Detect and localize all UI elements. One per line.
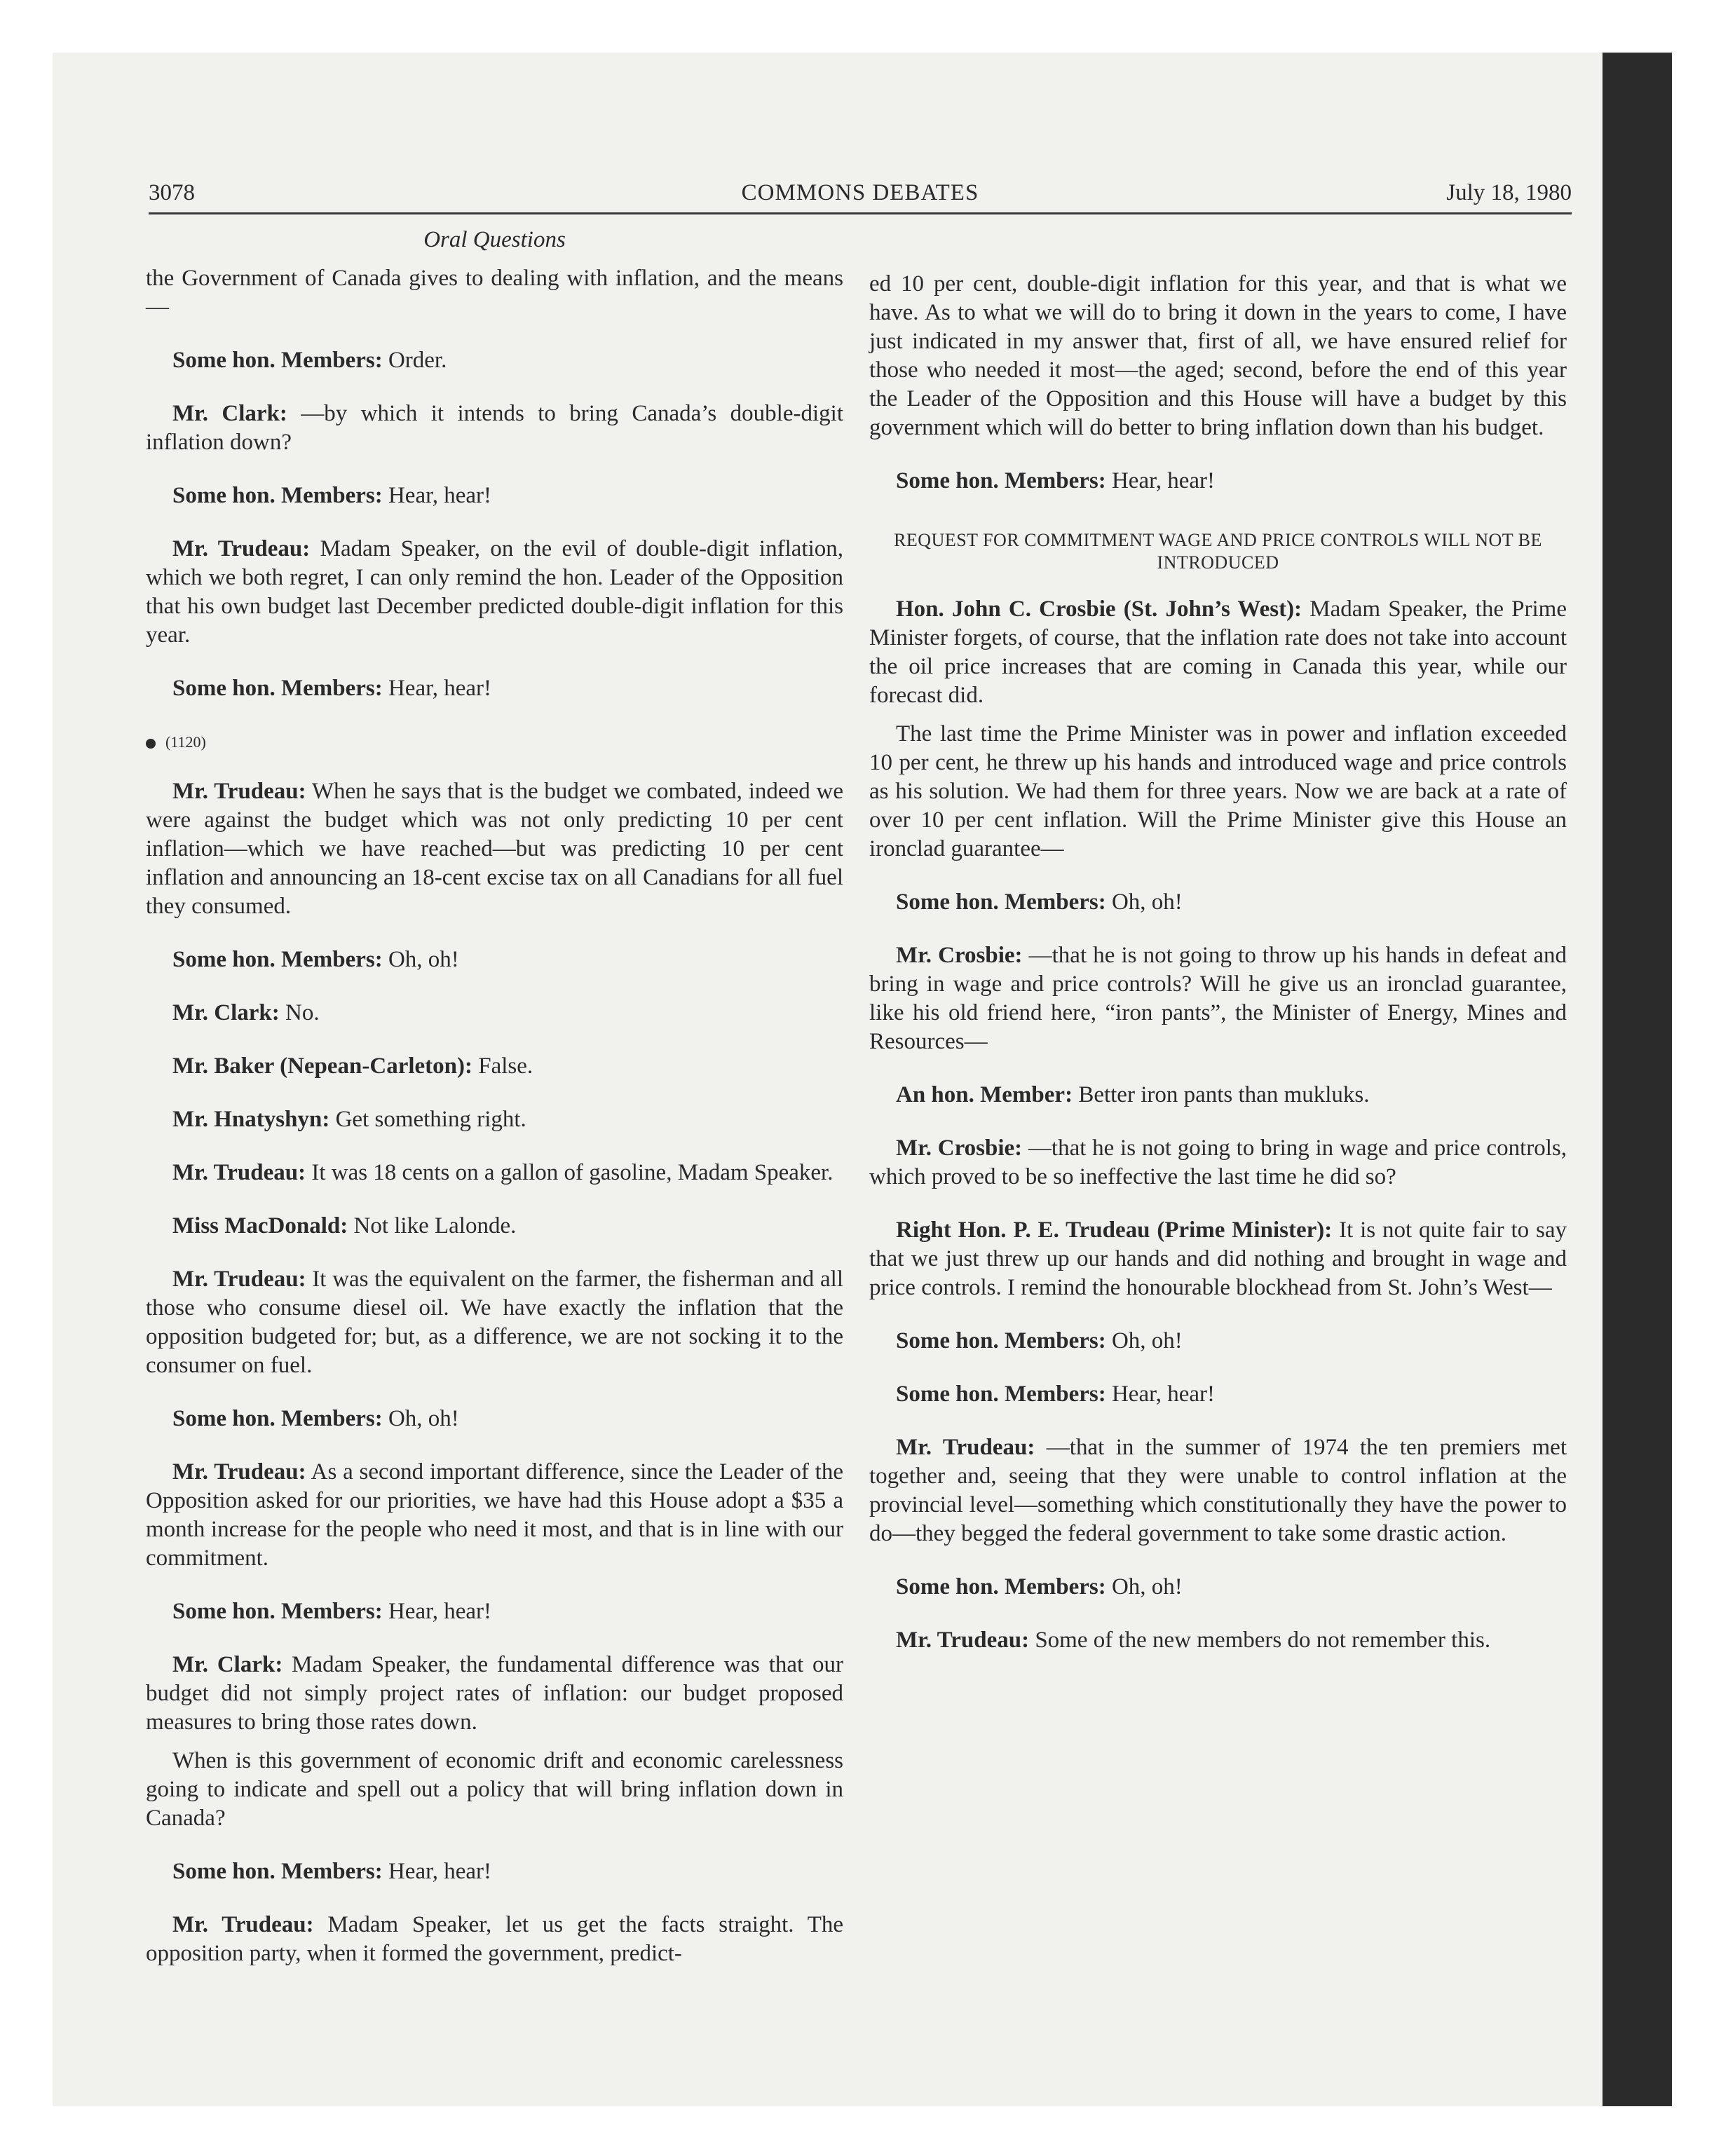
speaker: Some hon. Members: xyxy=(896,1381,1106,1407)
speech: Mr. Trudeau: When he says that is the budget we combated, indeed we were against the budget which was not only predicting 10 per cent inflation—which we have reached—but was predicting 10 per cent inflation and announcing an 18-cent excise tax on all Canadians for all fuel they consumed. xyxy=(146,779,844,919)
speaker: Mr. Trudeau: xyxy=(896,1435,1035,1460)
speech: Some hon. Members: Oh, oh! xyxy=(896,1574,1183,1599)
bullet-icon xyxy=(146,739,156,749)
scan-spine-shadow xyxy=(1603,53,1672,2106)
speech: Some hon. Members: Hear, hear! xyxy=(896,468,1216,493)
right-column xyxy=(869,270,1567,1679)
speaker: Some hon. Members: xyxy=(896,468,1106,493)
speech: Mr. Trudeau: Madam Speaker, let us get the facts straight. The opposition party, when it formed the government, predict- xyxy=(146,1912,843,1966)
speaker: Some hon. Members: xyxy=(172,1599,383,1624)
speaker: Mr. Trudeau: xyxy=(172,1267,306,1292)
speaker: Mr. Trudeau: xyxy=(172,1912,314,1937)
speech: Some hon. Members: Oh, oh! xyxy=(172,1406,459,1431)
speaker: Some hon. Members: xyxy=(172,483,383,508)
speaker: Mr. Baker (Nepean-Carleton): xyxy=(172,1053,473,1079)
time-marker: (1120) xyxy=(146,728,843,756)
speaker: Some hon. Members: xyxy=(896,889,1106,915)
speaker: Miss MacDonald: xyxy=(172,1213,348,1239)
speaker: Some hon. Members: xyxy=(896,1328,1106,1353)
speech: Some hon. Members: Hear, hear! xyxy=(172,1859,492,1884)
speaker: Some hon. Members: xyxy=(172,1859,383,1884)
speaker: Some hon. Members: xyxy=(172,947,383,972)
speech: Right Hon. P. E. Trudeau (Prime Minister): It is not quite fair to say that we just threw up our hands and did nothing and brought in wage and price controls. I remind the honourable blockhead from St. John’s West— xyxy=(869,1217,1567,1300)
speaker: Mr. Trudeau: xyxy=(172,779,306,804)
speaker: Mr. Trudeau: xyxy=(172,1459,306,1485)
publication-title: COMMONS DEBATES xyxy=(741,180,979,205)
speaker: Hon. John C. Crosbie (St. John’s West): xyxy=(896,596,1302,622)
speech: Mr. Clark: No. xyxy=(172,1000,320,1025)
left-column xyxy=(146,226,843,1993)
paragraph: the Government of Canada gives to dealing with inflation, and the means— xyxy=(146,266,843,320)
speaker: Some hon. Members: xyxy=(172,676,383,701)
speech: Mr. Crosbie: —that he is not going to bring in wage and price controls, which proved to be so ineffective the last time he did so? xyxy=(869,1135,1567,1189)
subheading: REQUEST FOR COMMITMENT WAGE AND PRICE CONTROLS WILL NOT BE INTRODUCED xyxy=(894,530,1542,573)
speaker: Mr. Crosbie: xyxy=(896,943,1023,968)
paragraph: The last time the Prime Minister was in power and inflation exceeded 10 per cent, he threw up his hands and introduced wage and price controls as his solution. We had them for three years. Now we are back at a rate of over 10 per cent inflation. Will the Prime Minister give this House an ironclad guarantee— xyxy=(869,721,1567,861)
speaker: Mr. Trudeau: xyxy=(172,536,311,561)
speech: Some hon. Members: Hear, hear! xyxy=(172,676,492,701)
speech: Mr. Trudeau: It was 18 cents on a gallon of gasoline, Madam Speaker. xyxy=(172,1160,834,1185)
speaker: Mr. Trudeau: xyxy=(896,1628,1030,1653)
publication-date: July 18, 1980 xyxy=(1446,180,1572,205)
speaker: Mr. Clark: xyxy=(172,401,287,426)
speech: Miss MacDonald: Not like Lalonde. xyxy=(172,1213,517,1239)
speaker: An hon. Member: xyxy=(896,1082,1073,1107)
paragraph: ed 10 per cent, double-digit inflation for this year, and that is what we have. As to what we will do to bring it down in the years to come, I have just indicated in my answer that, first of all, we have ensured relief for those who needed it most—the aged; second, before the end of this year the Leader of the Opposition and this House will have a budget by this government which will do better to bring inflation down than his budget. xyxy=(869,271,1567,440)
speaker: Right Hon. P. E. Trudeau (Prime Minister): xyxy=(896,1217,1333,1243)
speech: Hon. John C. Crosbie (St. John’s West): Madam Speaker, the Prime Minister forgets, of course, that the inflation rate does not take into account the oil price increases that are coming in Canada this year, while our forecast did. xyxy=(869,596,1567,708)
speaker: Some hon. Members: xyxy=(172,1406,383,1431)
speaker: Mr. Hnatyshyn: xyxy=(172,1107,330,1132)
paragraph: When is this government of economic drift and economic carelessness going to indicate and spell out a policy that will bring inflation down in Canada? xyxy=(146,1748,843,1831)
page-header xyxy=(149,177,1572,214)
speaker: Some hon. Members: xyxy=(172,348,383,373)
speaker: Mr. Crosbie: xyxy=(896,1135,1023,1161)
speech: Mr. Clark: Madam Speaker, the fundamental difference was that our budget did not simply project rates of inflation: our budget proposed measures to bring those rates down. xyxy=(146,1652,843,1735)
speech: Mr. Trudeau: It was the equivalent on the farmer, the fisherman and all those who consume diesel oil. We have exactly the inflation that the opposition budgeted for; but, as a difference, we are not socking it to the consumer on fuel. xyxy=(146,1267,843,1378)
speaker: Mr. Trudeau: xyxy=(172,1160,306,1185)
speech: Mr. Baker (Nepean-Carleton): False. xyxy=(172,1053,533,1079)
speaker: Mr. Clark: xyxy=(172,1652,283,1677)
speech: Some hon. Members: Hear, hear! xyxy=(172,483,492,508)
speech: Some hon. Members: Oh, oh! xyxy=(172,947,459,972)
speech: Some hon. Members: Hear, hear! xyxy=(896,1381,1216,1407)
speech: Mr. Clark: —by which it intends to bring Canada’s double-digit inflation down? xyxy=(146,401,843,455)
speech: Some hon. Members: Hear, hear! xyxy=(172,1599,492,1624)
speech: Mr. Trudeau: —that in the summer of 1974 the ten premiers met together and, seeing that they were unable to control inflation at the provincial level—something which constitutionally they have the power to do—they begged the federal government to take some drastic action. xyxy=(869,1435,1567,1546)
speaker: Mr. Clark: xyxy=(172,1000,280,1025)
speech: Mr. Trudeau: Madam Speaker, on the evil of double-digit inflation, which we both regret, I can only remind the hon. Leader of the Opposition that his own budget last December predicted double-digit inflation for this year. xyxy=(146,536,843,648)
speech: Some hon. Members: Oh, oh! xyxy=(896,889,1183,915)
speech: Some hon. Members: Oh, oh! xyxy=(896,1328,1183,1353)
speech: Mr. Trudeau: As a second important difference, since the Leader of the Opposition asked for our priorities, we have had this House adopt a $35 a month increase for the people who need it most, and that is in line with our commitment. xyxy=(146,1459,843,1571)
section-heading: Oral Questions xyxy=(423,227,566,252)
speech: Mr. Hnatyshyn: Get something right. xyxy=(172,1107,526,1132)
speech: Mr. Crosbie: —that he is not going to throw up his hands in defeat and bring in wage and price controls? Will he give us an ironclad guarantee, like his old friend here, “iron pants”, the Minister of Energy, Mines and Resources— xyxy=(869,943,1567,1054)
page-number: 3078 xyxy=(149,180,195,205)
speaker: Some hon. Members: xyxy=(896,1574,1106,1599)
speech: Some hon. Members: Order. xyxy=(172,348,447,373)
speech: Mr. Trudeau: Some of the new members do not remember this. xyxy=(896,1628,1491,1653)
speech: An hon. Member: Better iron pants than mukluks. xyxy=(896,1082,1370,1107)
